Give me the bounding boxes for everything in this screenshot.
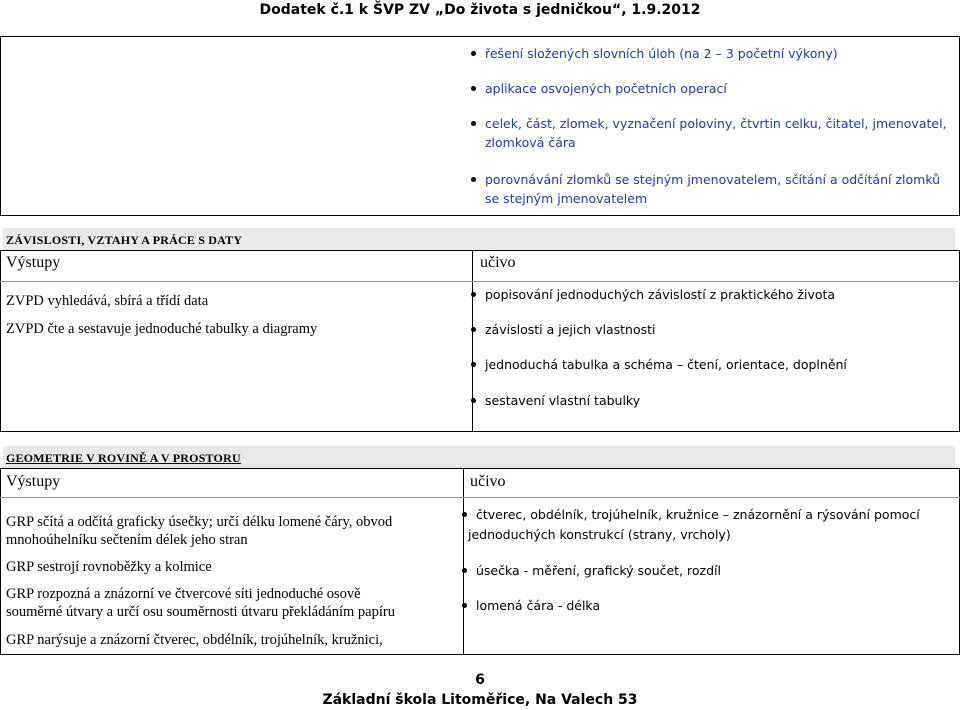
bullet-icon	[471, 86, 476, 91]
output-item-continuation: mnohoúhelníku sečtením délek jeho stran	[6, 532, 248, 548]
output-item: GRP narýsuje a znázorní čtverec, obdélník, trojúhelník, kružnici,	[6, 632, 383, 648]
bullet-icon	[471, 51, 476, 56]
output-item: ZVPD vyhledává, sbírá a třídí data	[6, 293, 209, 309]
section-heading-data: ZÁVISLOSTI, VZTAHY A PRÁCE S DATY	[6, 233, 243, 247]
row-divider	[0, 281, 960, 282]
section-heading-geometry: GEOMETRIE V ROVINĚ A V PROSTORU	[6, 451, 241, 465]
page-number: 6	[475, 672, 485, 688]
bullet-icon	[471, 398, 476, 403]
bullet-icon	[462, 603, 467, 608]
curriculum-header: učivo	[470, 473, 506, 490]
bullet-icon	[462, 512, 467, 517]
curriculum-header: učivo	[480, 254, 516, 271]
data-table	[0, 250, 960, 432]
output-item: GRP rozpozná a znázorní ve čtvercové síti jednoduché osově	[6, 586, 361, 602]
page-header-title: Dodatek č.1 k ŠVP ZV „Do života s jedničkou“, 1.9.2012	[259, 2, 701, 18]
row-divider	[0, 497, 960, 498]
outputs-header: Výstupy	[6, 473, 61, 490]
footer-school: Základní škola Litoměřice, Na Valech 53	[322, 692, 638, 708]
bullet-icon	[471, 177, 476, 182]
output-item: GRP sestrojí rovnoběžky a kolmice	[6, 559, 212, 575]
column-divider	[472, 250, 473, 432]
bullet-icon	[471, 327, 476, 332]
outputs-header: Výstupy	[6, 254, 61, 271]
bullet-icon	[471, 292, 476, 297]
output-item: ZVPD čte a sestavuje jednoduché tabulky a diagramy	[6, 321, 318, 337]
output-item-continuation: souměrné útvary a určí osu souměrnosti útvaru překládáním papíru	[6, 604, 395, 620]
bullet-icon	[462, 568, 467, 573]
bullet-icon	[471, 121, 476, 126]
bullet-icon	[471, 362, 476, 367]
output-item: GRP sčítá a odčítá graficky úsečky; určí délku lomené čáry, obvod	[6, 514, 393, 530]
